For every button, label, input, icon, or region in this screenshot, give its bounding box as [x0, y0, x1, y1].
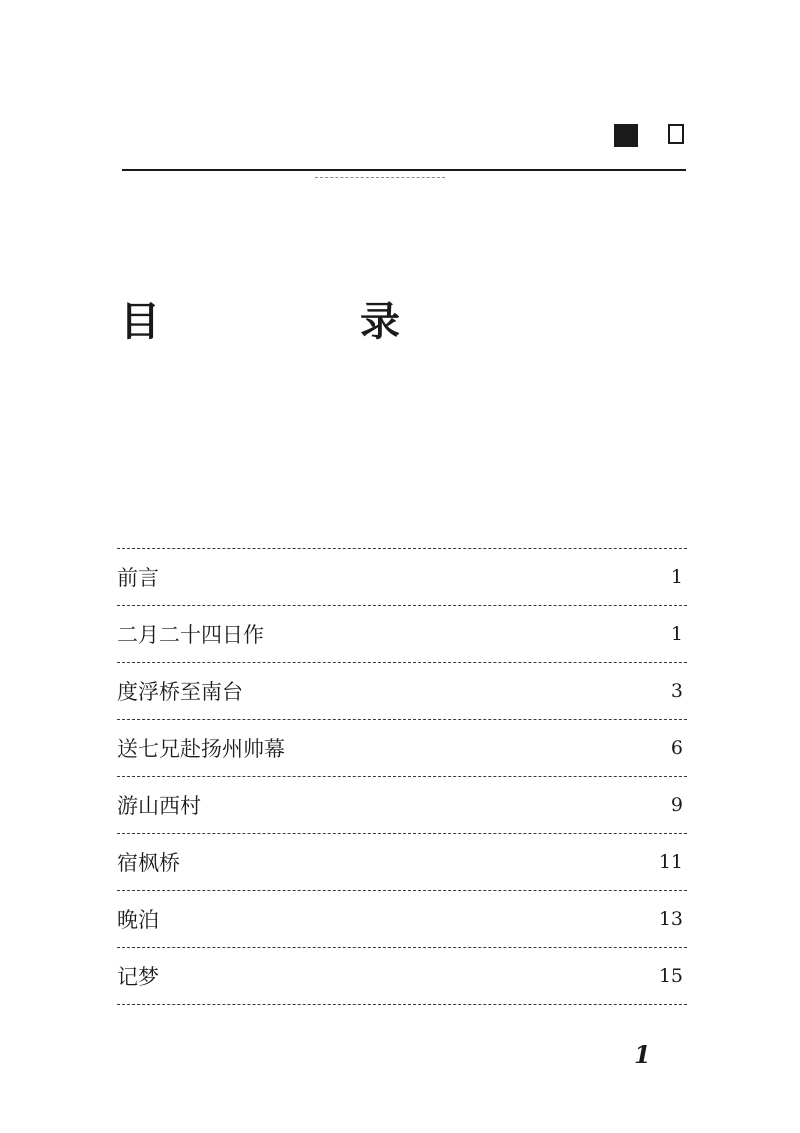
- toc-entry-title: 晚泊: [117, 908, 159, 932]
- toc-entry-title: 度浮桥至南台: [117, 680, 243, 704]
- toc-entry-page: 3: [670, 680, 683, 702]
- toc-entry-title: 游山西村: [117, 794, 201, 818]
- filled-square-icon: [614, 124, 638, 147]
- toc-entry-title: 记梦: [117, 965, 159, 989]
- page-number: 1: [634, 1040, 651, 1069]
- toc-entry-page: 15: [658, 965, 683, 987]
- top-rule: [122, 169, 686, 171]
- outline-square-icon: [668, 124, 684, 144]
- toc-entry-page: 9: [670, 794, 683, 816]
- toc-entry-page: 13: [658, 908, 683, 930]
- toc-entry[interactable]: [117, 891, 687, 947]
- toc-entry[interactable]: [117, 549, 687, 605]
- toc-title: 目 录: [120, 299, 480, 345]
- toc-entry-page: 1: [670, 623, 683, 645]
- toc-entry-page: 1: [670, 566, 683, 588]
- toc-entry-title: 前言: [117, 566, 159, 590]
- toc-entry[interactable]: [117, 777, 687, 833]
- toc-entry-title: 送七兄赴扬州帅幕: [117, 737, 285, 761]
- toc-entry[interactable]: [117, 720, 687, 776]
- toc-entry[interactable]: [117, 663, 687, 719]
- header-icons: [614, 124, 694, 148]
- top-rule-faint: [315, 177, 445, 178]
- toc-entry-page: 6: [670, 737, 683, 759]
- toc-entry-page: 11: [658, 851, 683, 873]
- toc-rule: [117, 1004, 687, 1005]
- toc-list: [117, 548, 687, 1005]
- toc-entry-title: 二月二十四日作: [117, 623, 264, 647]
- toc-entry-title: 宿枫桥: [117, 851, 180, 875]
- toc-entry[interactable]: [117, 948, 687, 1004]
- toc-entry[interactable]: [117, 606, 687, 662]
- toc-entry[interactable]: [117, 834, 687, 890]
